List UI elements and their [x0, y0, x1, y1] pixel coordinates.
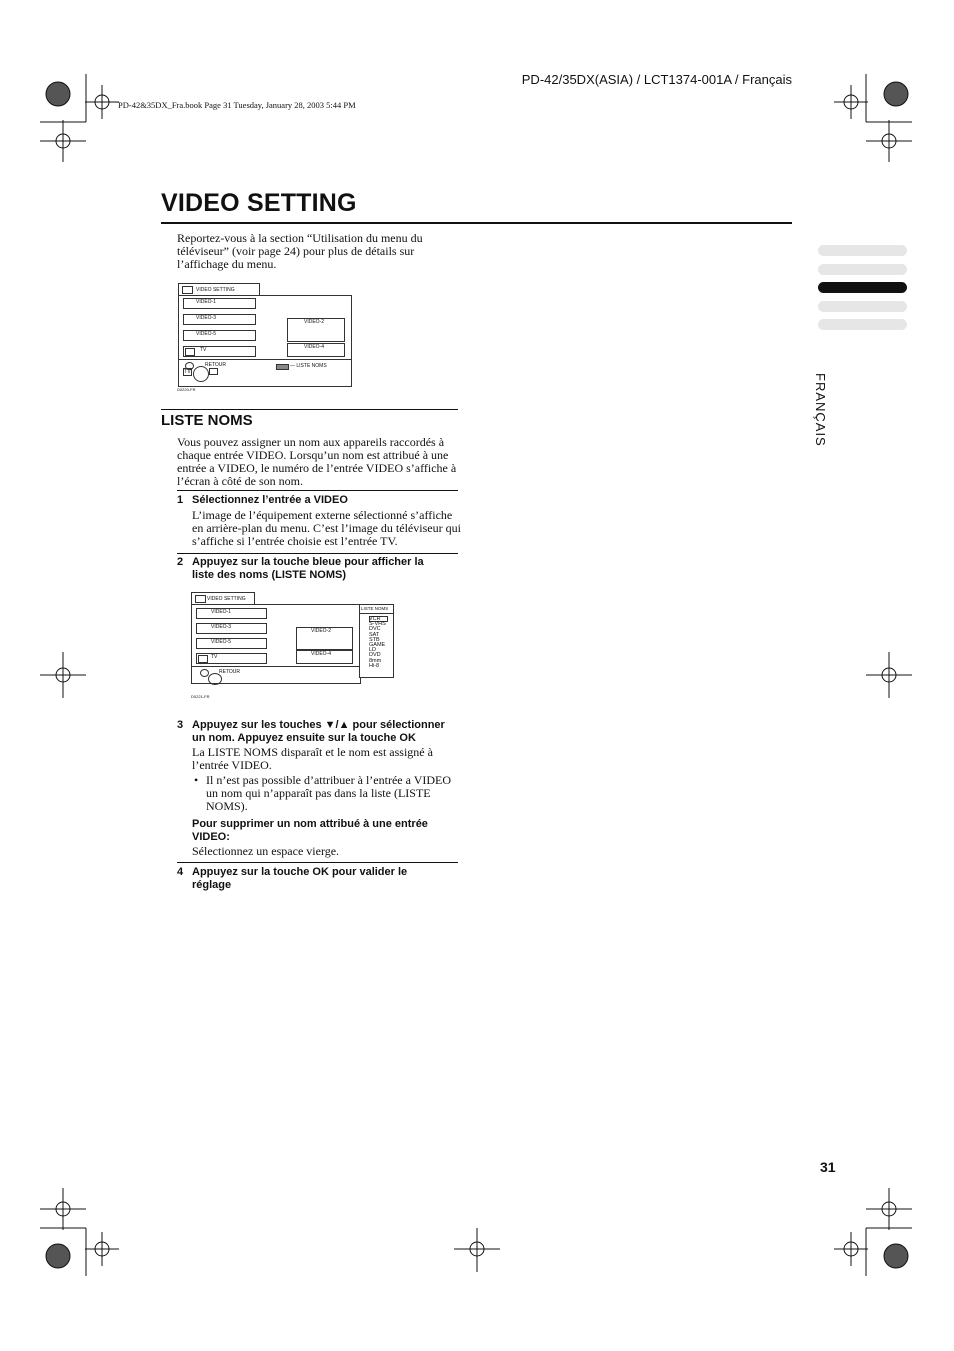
figure-code: D0221-FR	[191, 694, 210, 699]
name-list-title: LISTE NOMS	[361, 606, 389, 611]
doc-id-header: PD-42/35DX(ASIA) / LCT1374-001A / Français	[521, 72, 792, 87]
step-number: 3	[177, 719, 184, 731]
name-list-item: Hi-8	[369, 662, 380, 669]
title-rule	[161, 222, 792, 224]
slot-video-4: VIDEO-4	[296, 650, 353, 664]
step-body-line: s’affiche si l’entrée choisie est l’entrée TV.	[192, 534, 398, 548]
name-list-items	[369, 617, 386, 669]
menu-tab-label: VIDEO SETTING	[207, 596, 246, 602]
bullet-line: NOMS).	[206, 799, 248, 813]
step-body-line: l’entrée VIDEO.	[192, 758, 272, 772]
name-list-item: SAT	[369, 631, 380, 638]
menu-panel	[178, 295, 352, 387]
bullet-dot: •	[194, 773, 199, 787]
menu-panel	[191, 604, 361, 684]
video-setting-icon	[182, 286, 193, 294]
slot-tv: TV	[196, 653, 267, 664]
step-2-heading	[177, 556, 458, 584]
step-number: 1	[177, 494, 184, 506]
step-heading-line: liste des noms (LISTE NOMS)	[192, 569, 347, 581]
step-rule	[177, 490, 458, 491]
chapter-tab-active	[818, 282, 907, 293]
step-heading-line: Appuyez sur la touche OK pour valider le	[192, 866, 408, 878]
intro-line: téléviseur” (voir page 24) pour plus de détails sur	[177, 244, 415, 258]
note-body: Sélectionnez un espace vierge.	[192, 844, 340, 858]
step-body-line: L’image de l’équipement externe sélectionné s’affiche	[192, 508, 453, 522]
retour-label: RETOUR	[219, 669, 241, 675]
section-intro-line: entrée a VIDEO, le numéro de l’entrée VIDEO s’affiche à	[177, 461, 457, 475]
step-1-heading	[177, 494, 458, 508]
arrow-pad-icon	[193, 366, 209, 382]
step-1-body	[192, 509, 462, 548]
name-list-item: DVD	[369, 652, 381, 659]
step-3-heading	[177, 719, 458, 747]
note-heading-line: VIDEO:	[192, 831, 230, 843]
slot-video-2: VIDEO-2	[296, 627, 353, 650]
slot-video-3: VIDEO-3	[196, 623, 267, 634]
name-list-item: VCR	[369, 616, 381, 622]
language-label: FRANÇAIS	[813, 373, 828, 447]
intro-line: Reportez-vous à la section “Utilisation du menu du	[177, 231, 423, 245]
menu-divider	[192, 666, 360, 667]
step-number: 2	[177, 556, 184, 568]
figure-code: D0220-FR	[177, 387, 196, 392]
note-heading-line: Pour supprimer un nom attribué à une entrée	[192, 818, 428, 830]
page-number: 31	[820, 1159, 836, 1175]
slot-tv: TV	[183, 346, 256, 357]
tv-icon	[198, 655, 208, 663]
step-heading-line: Appuyez sur les touches ▼/▲ pour sélectionner	[192, 719, 445, 731]
intro-line: l’affichage du menu.	[177, 257, 277, 271]
menu-tab-label: VIDEO SETTING	[196, 287, 235, 293]
name-list-item: S-VHS	[369, 621, 386, 628]
note-heading	[192, 818, 462, 844]
step-4-heading	[177, 866, 458, 894]
liste-noms-label: — LISTE NOMS	[290, 363, 327, 369]
slot-video-5: VIDEO-5	[183, 330, 256, 341]
step-heading-line: Appuyez sur la touche bleue pour afficher la	[192, 556, 424, 568]
intro-paragraph	[177, 232, 447, 271]
bullet-line: un nom qui n’apparaît pas dans la liste (LISTE	[206, 786, 431, 800]
blue-key-icon	[276, 364, 289, 370]
page-title: VIDEO SETTING	[161, 189, 357, 217]
chapter-tab	[818, 301, 907, 312]
section-intro-line: Vous pouvez assigner un nom aux appareils raccordés à	[177, 435, 445, 449]
section-intro	[177, 436, 457, 488]
step-rule	[177, 862, 458, 863]
step-3-bullet	[206, 774, 461, 813]
name-list-item: STB	[369, 636, 380, 643]
name-list-item: LD	[369, 647, 377, 654]
section-intro-line: chaque entrée VIDEO. Lorsqu’un nom est attribué à une	[177, 448, 449, 462]
slot-video-4: VIDEO-4	[287, 343, 345, 357]
step-3-body	[192, 746, 462, 772]
name-list-item: 8mm	[369, 657, 382, 664]
name-list-divider	[360, 613, 393, 614]
tv-key: TV	[184, 369, 191, 375]
slot-video-3: VIDEO-3	[183, 314, 256, 325]
chapter-tab	[818, 319, 907, 330]
ok-key-icon	[209, 368, 218, 375]
retour-label: RETOUR	[205, 362, 227, 368]
section-heading: LISTE NOMS	[161, 409, 458, 429]
arrow-pad-icon	[208, 673, 222, 685]
step-number: 4	[177, 866, 184, 878]
book-info-line: PD-42&35DX_Fra.book Page 31 Tuesday, January 28, 2003 5:44 PM	[118, 100, 356, 110]
slot-video-5: VIDEO-5	[196, 638, 267, 649]
menu-divider	[179, 359, 351, 360]
name-list-item: GAME	[369, 642, 386, 649]
step-heading-line: un nom. Appuyez ensuite sur la touche OK	[192, 732, 416, 744]
tv-icon	[185, 348, 195, 356]
step-body-line: en arrière-plan du menu. C’est l’image du téléviseur qui	[192, 521, 461, 535]
menu-illustration-1	[177, 283, 352, 395]
menu-illustration-2	[190, 592, 395, 704]
name-list-item: DVC	[369, 626, 381, 633]
chapter-tab	[818, 245, 907, 256]
step-rule	[177, 553, 458, 554]
step-heading-line: Sélectionnez l’entrée a VIDEO	[192, 494, 348, 506]
slot-video-1: VIDEO-1	[196, 608, 267, 619]
step-body-line: La LISTE NOMS disparaît et le nom est assigné à	[192, 745, 433, 759]
bullet-line: Il n’est pas possible d’attribuer à l’entrée a VIDEO	[206, 773, 452, 787]
step-heading-line: réglage	[192, 879, 232, 891]
liste-noms-text: LISTE NOMS	[296, 363, 327, 369]
video-setting-icon	[195, 595, 206, 603]
slot-video-2: VIDEO-2	[287, 318, 345, 342]
slot-video-1: VIDEO-1	[183, 298, 256, 309]
section-intro-line: l’écran à côté de son nom.	[177, 474, 303, 488]
name-list-panel	[359, 604, 394, 678]
chapter-tab	[818, 264, 907, 275]
